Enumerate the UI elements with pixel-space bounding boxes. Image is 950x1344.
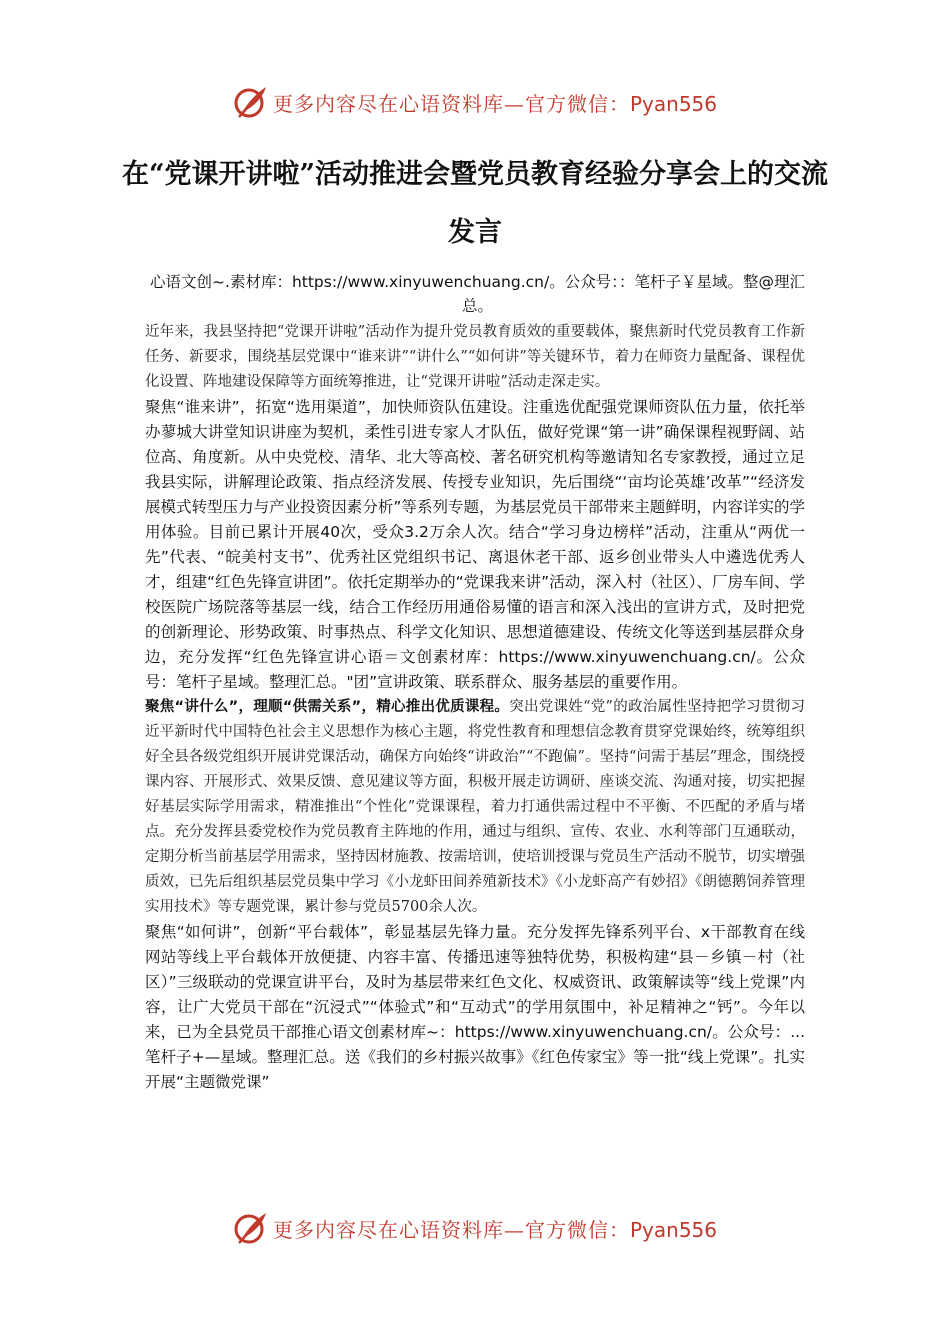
paragraph-intro: 近年来，我县坚持把“党课开讲啦”活动作为提升党员教育质效的重要载体，聚焦新时代党员教育工作新任务、新要求，围绕基层党课中“谁来讲”“讲什么”“如何讲”等关键环节，着力在师资力量配备、课程优化设置、阵地建设保障等方面统筹推进，让“党课开讲啦”活动走深走实。 <box>145 324 805 390</box>
wechat-id: Pyan556 <box>629 91 717 116</box>
quill-logo-icon <box>233 1210 269 1246</box>
source-byline: 心语文创~.素材库：https://www.xinyuwenchuang.cn/。公众号：：笔杆子￥星域。整@理汇总。 <box>150 273 805 315</box>
paragraph-how-to-speak: 聚焦“如何讲”，创新“平台载体”，彰显基层先锋力量。充分发挥先锋系列平台、x干部教育在线网站等线上平台载体开放便捷、内容丰富、传播迅速等独特优势，积极构建“县－乡镇－村（社区）”三级联动的党课宣讲平台，及时为基层带来红色文化、权威资讯、政策解读等“线上党课”内容，让广大党员干部在“沉浸式”“体验式”和“互动式”的学用氛围中，补足精神之“钙”。今年以来，已为全县党员干部推心语文创素材库~：https://www.xinyuwenchuang.cn/。公众号：...笔杆子+—星域。整理汇总。送《我们的乡村振兴故事》《红色传家宝》等一批“线上党课”。扎实开展“主题微党课” <box>145 923 805 1091</box>
paragraph-what-to-speak <box>145 695 805 920</box>
article-body <box>145 320 805 1095</box>
quill-logo-icon <box>233 84 269 120</box>
paragraph-who-speaks: 聚焦“谁来讲”，拓宽“选用渠道”，加快师资队伍建设。注重选优配强党课师资队伍力量，依托举办蓼城大讲堂知识讲座为契机，柔性引进专家人才队伍，做好党课“第一讲”确保课程视野阔、站位高、角度新。从中央党校、清华、北大等高校、著名研究机构等邀请知名专家教授，通过立足我县实际，讲解理论政策、指点经济发展、传授专业知识，先后围绕“‘亩均论英雄’改革”“经济发展模式转型压力与产业投资因素分析”等系列专题，为基层党员干部带来主题鲜明，内容详实的学用体验。目前已累计开展40次，受众3.2万余人次。结合“学习身边榜样”活动，注重从“两优一先”代表、“皖美村支书”、优秀社区党组织书记、离退休老干部、返乡创业带头人中遴选优秀人才，组建“红色先锋宣讲团”。依托定期举办的“党课我来讲”活动，深入村（社区）、厂房车间、学校医院广场院落等基层一线，结合工作经历用通俗易懂的语言和深入浅出的宣讲方式，及时把党的创新理论、形势政策、时事热点、科学文化知识、思想道德建设、传统文化等送到基层群众身边，充分发挥“红色先锋宣讲心语＝文创素材库：https://www.xinyuwenchuang.cn/。公众号：笔杆子星域。整理汇总。"团”宣讲政策、联系群众、服务基层的重要作用。 <box>145 398 805 691</box>
banner-text: 更多内容尽在心语资料库—官方微信：Pyan556 <box>272 1217 717 1242</box>
banner-text: 更多内容尽在心语资料库—官方微信：Pyan556 <box>272 91 717 116</box>
footer-banner <box>0 1208 950 1248</box>
paragraph-lead-heading: 聚焦“讲什么”，理顺“供需关系”，精心推出优质课程。 <box>145 699 510 715</box>
header-banner <box>0 82 950 122</box>
document-title: 在“党课开讲啦”活动推进会暨党员教育经验分享会上的交流发言 <box>121 159 829 248</box>
paragraph-body-text: 突出党课姓“党”的政治属性坚持把学习贯彻习近平新时代中国特色社会主义思想作为核心主题，将党性教育和理想信念教育贯穿党课始终，统筹组织好全县各级党组织开展讲党课活动，确保方向始终“讲政治”“不跑偏”。坚持“问需于基层”理念，围绕授课内容、开展形式、效果反馈、意见建议等方面，积极开展走访调研、座谈交流、沟通对接，切实把握好基层实际学用需求，精准推出“个性化”党课课程，着力打通供需过程中不平衡、不匹配的矛盾与堵点。充分发挥县委党校作为党员教育主阵地的作用，通过与组织、宣传、农业、水利等部门互通联动，定期分析当前基层学用需求，坚持因材施教、按需培训，使培训授课与党员生产活动不脱节，切实增强质效，已先后组织基层党员集中学习《小龙虾田间养殖新技术》《小龙虾高产有妙招》《朗德鹅饲养管理实用技术》等专题党课，累计参与党员5700余人次。 <box>145 699 805 915</box>
wechat-id: Pyan556 <box>629 1217 717 1242</box>
